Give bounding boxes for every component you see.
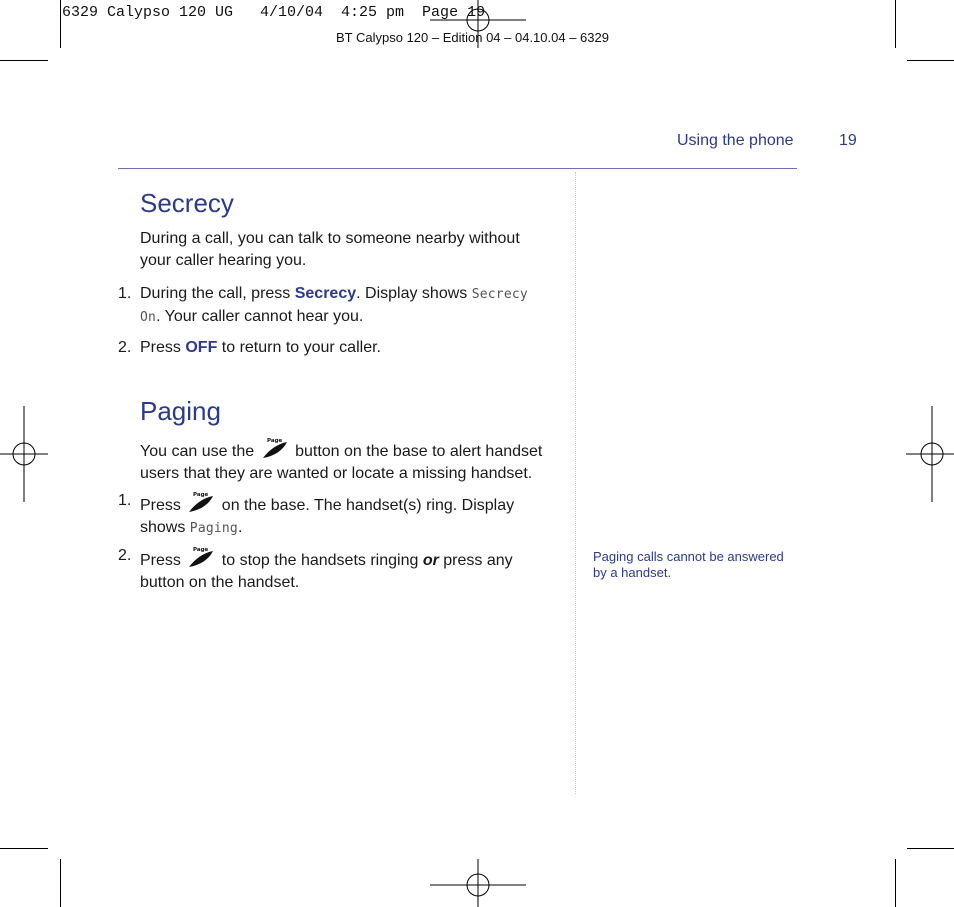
step-text: Press [140,497,186,514]
step-text: . Display shows [356,285,472,302]
step-text: press any [438,552,513,569]
step-text: During the call, press [140,285,295,302]
step-text: on the base. The handset(s) ring. Display [217,497,515,514]
crop-mark [0,848,48,849]
secrecy-key-label: Secrecy [294,285,357,302]
step-text: Press [140,552,186,569]
paging-intro-text: button on the base to alert handset [290,443,543,460]
crop-mark [895,859,896,907]
display-text-paging: Paging [189,521,238,536]
section-title-secrecy: Secrecy [140,188,234,218]
side-note-line2: by a handset. [593,565,672,580]
paging-intro-text: You can use the [140,443,259,460]
crop-mark [907,848,954,849]
step-text: . [237,519,243,536]
running-header: Using the phone [677,132,794,149]
registration-mark-right [906,406,954,502]
paging-intro [140,436,570,485]
secrecy-step-1 [140,283,560,329]
section-title-paging: Paging [140,396,221,426]
step-text: to stop the handsets ringing [217,552,423,569]
step-text: Press [140,339,186,356]
secrecy-intro-line2: your caller hearing you. [140,252,307,269]
secrecy-intro-line1: During a call, you can talk to someone nearby without [140,230,520,247]
paging-intro-line2: users that they are wanted or locate a missing handset. [140,465,533,482]
header-rule [118,168,797,169]
column-divider [575,172,576,794]
display-text-secrecy: Secrecy [471,287,528,302]
step-text: . Your caller cannot hear you. [156,308,364,325]
crop-mark [0,60,48,61]
step-text: shows [140,519,190,536]
step-text: button on the handset. [140,574,300,591]
step-number: 2. [118,547,132,564]
paging-step-2 [140,545,560,594]
step-number: 1. [118,492,132,509]
edition-line: BT Calypso 120 – Edition 04 – 04.10.04 – 6329 [336,30,609,45]
step-text: to return to your caller. [217,339,381,356]
crop-mark [895,0,896,48]
side-note [593,549,793,581]
paging-step-1 [140,490,560,540]
page-button-icon [261,436,289,460]
svg-text:Page: Page [193,547,209,553]
registration-mark-bottom [430,859,526,907]
off-key-label: OFF [185,339,218,356]
svg-text:Page: Page [266,438,282,444]
step-number: 1. [118,285,132,302]
registration-mark-left [0,406,48,502]
page-button-icon [187,490,215,514]
or-emphasis: or [422,552,439,569]
secrecy-intro [140,228,560,272]
page-number: 19 [839,132,857,149]
crop-mark [907,60,954,61]
crop-mark [60,859,61,907]
secrecy-step-2 [140,337,560,359]
step-number: 2. [118,339,132,356]
printer-slug: 6329 Calypso 120 UG 4/10/04 4:25 pm Page 19 [62,4,486,21]
crop-mark [60,0,61,48]
svg-text:Page: Page [193,492,209,498]
display-text-on: On [140,310,157,325]
registration-mark-top [430,0,526,48]
side-note-line1: Paging calls cannot be answered [593,549,784,564]
page-button-icon [187,545,215,569]
